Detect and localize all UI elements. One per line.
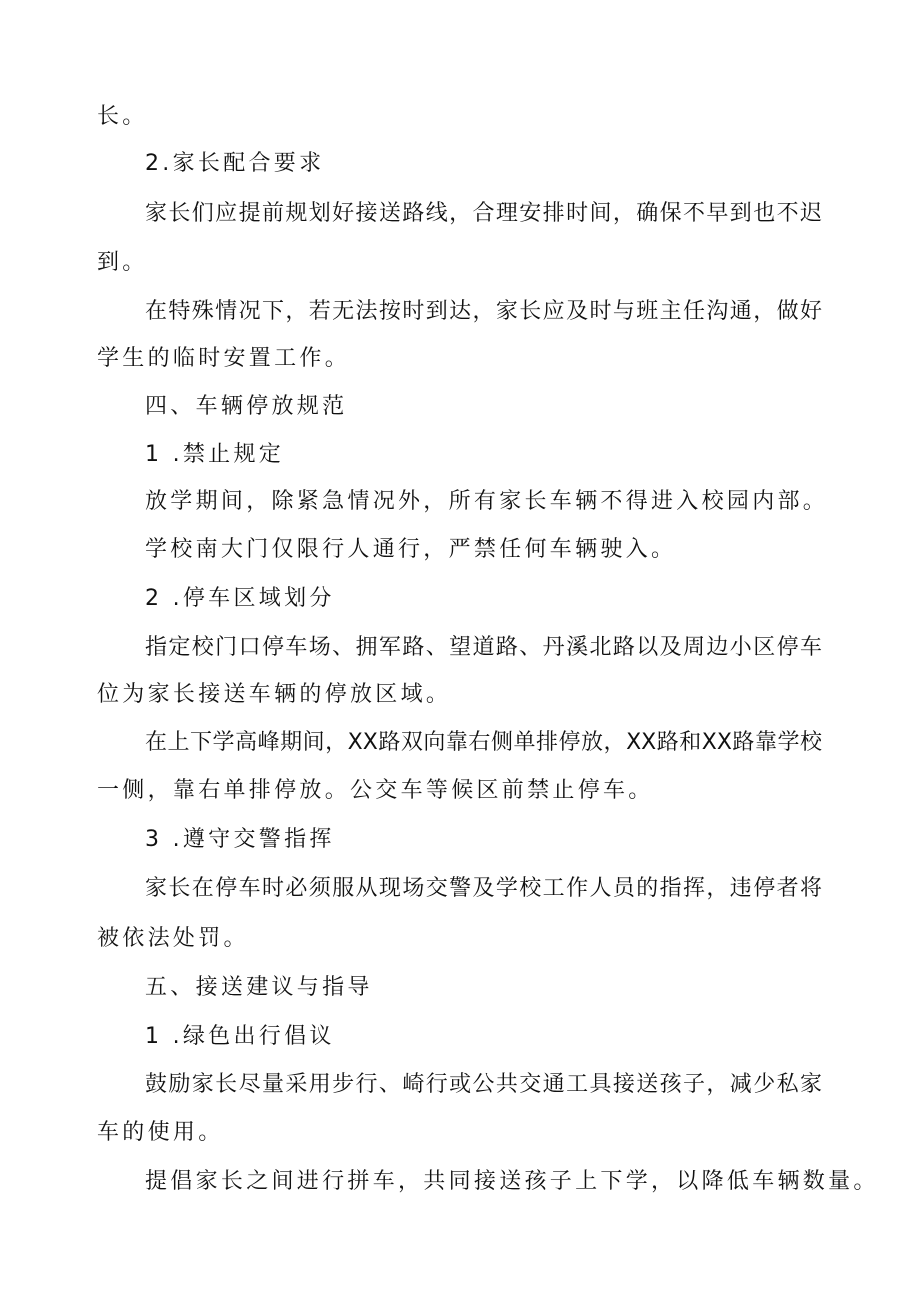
text-line: 长。 — [97, 104, 148, 129]
section-heading: 2 .停车区域划分 — [145, 586, 335, 611]
text-line: 在特殊情况下，若无法按时到达，家长应及时与班主任沟通，做好 — [145, 299, 822, 324]
text-line: 学生的临时安置工作。 — [97, 346, 351, 371]
text-line: 放学期间，除紧急情况外，所有家长车辆不得进入校园内部。 — [145, 489, 829, 514]
text-line: 学校南大门仅限行人通行，严禁任何车辆驶入。 — [145, 537, 677, 562]
text-line: 一侧，靠右单排停放。公交车等候区前禁止停车。 — [97, 778, 654, 803]
section-heading: 四、车辆停放规范 — [145, 394, 348, 419]
text-line: 车的使用。 — [97, 1120, 224, 1145]
section-heading: 1 .绿色出行倡议 — [145, 1024, 335, 1049]
text-line: 家长们应提前规划好接送路线，合理安排时间，确保不早到也不迟 — [145, 201, 822, 226]
section-heading: 3 .遵守交警指挥 — [145, 827, 335, 852]
text-line: 提倡家长之间进行拼车，共同接送孩子上下学，以降低车辆数量。 — [145, 1169, 879, 1194]
text-line: 被依法处罚。 — [97, 926, 249, 951]
text-line: 位为家长接送车辆的停放区域。 — [97, 682, 452, 707]
text-line: 指定校门口停车场、拥军路、望道路、丹溪北路以及周边小区停车 — [145, 635, 822, 660]
section-heading: 1 .禁止规定 — [145, 442, 285, 467]
text-line: 鼓励家长尽量采用步行、崎行或公共交通工具接送孩子，减少私家 — [145, 1072, 822, 1097]
text-line: 到。 — [97, 250, 148, 275]
section-heading: 五、接送建议与指导 — [145, 975, 373, 1000]
text-line: 在上下学高峰期间，XX路双向靠右侧单排停放，XX路和XX路靠学校 — [145, 730, 822, 755]
section-heading: 2.家长配合要求 — [145, 151, 325, 176]
text-line: 家长在停车时必须服从现场交警及学校工作人员的指挥，违停者将 — [145, 876, 822, 901]
